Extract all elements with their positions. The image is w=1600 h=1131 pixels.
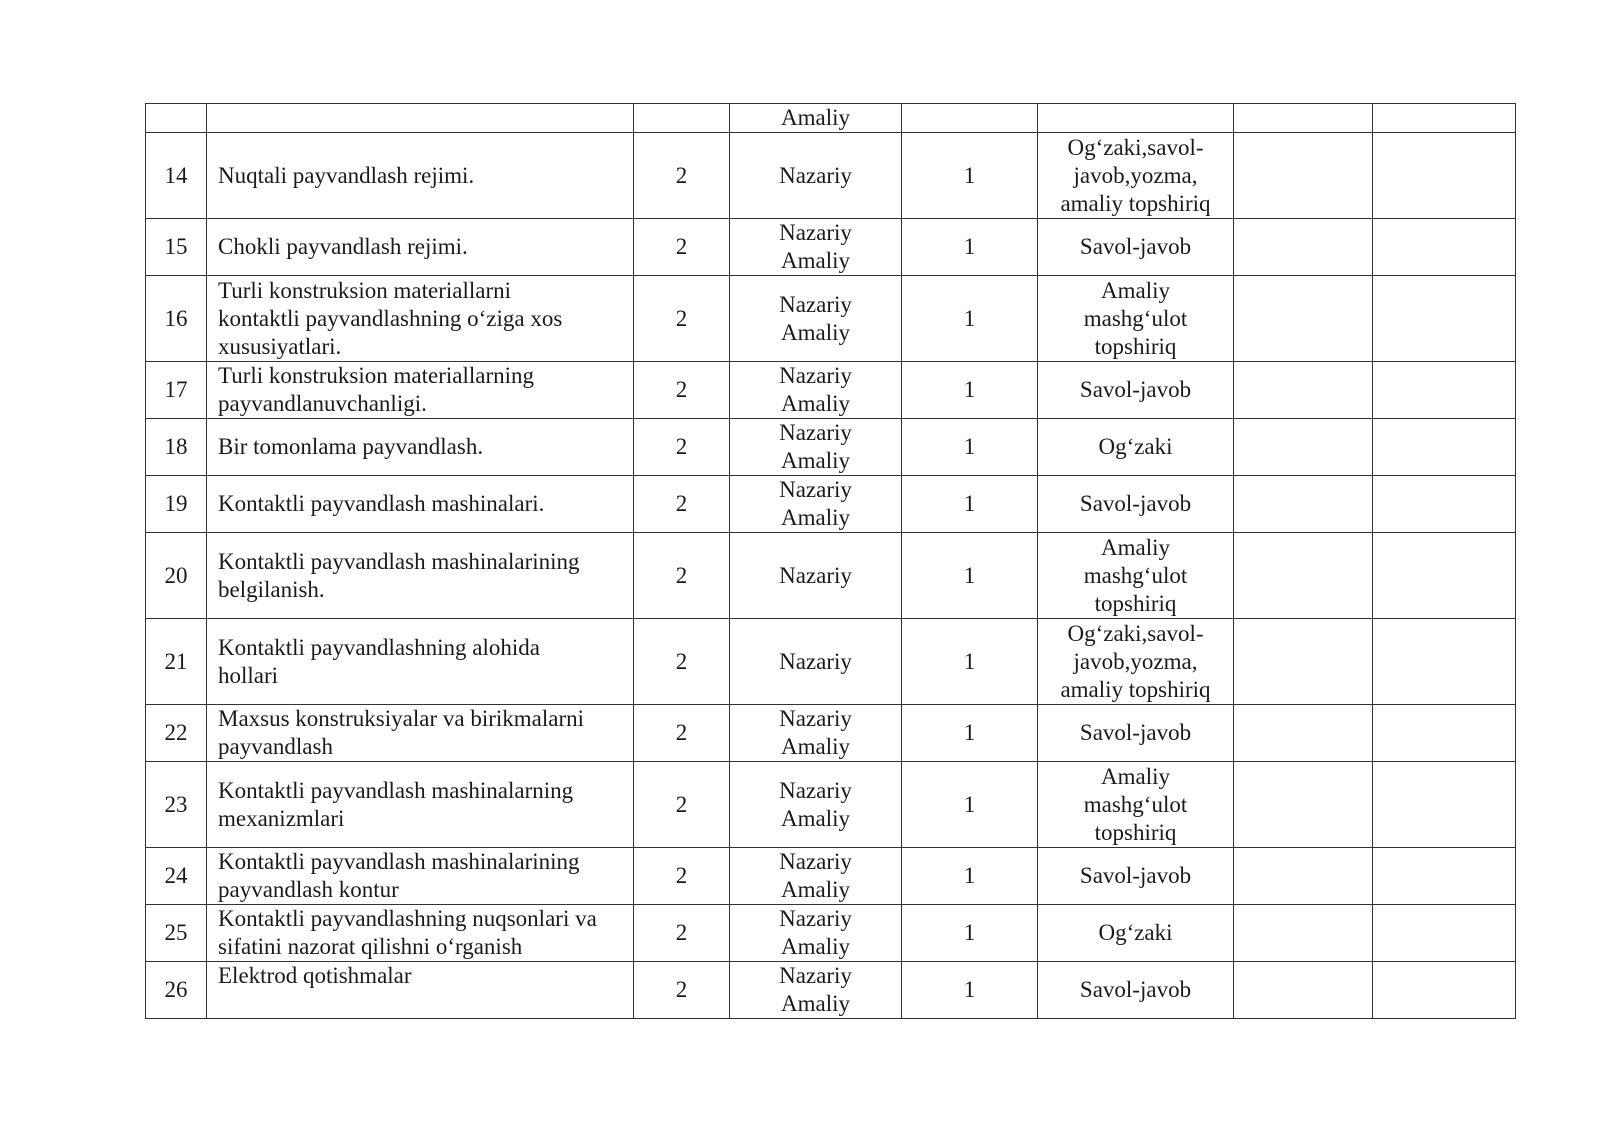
topic-line: kontaktli payvandlashning o‘ziga xos	[218, 305, 563, 331]
cell-topic	[207, 762, 634, 848]
assessment-line: mashg‘ulot	[1083, 305, 1188, 331]
table-row	[146, 219, 1516, 276]
topic-line: payvandlash kontur	[218, 877, 399, 902]
cell-assessment	[1038, 533, 1234, 619]
type-line: Amaliy	[781, 877, 850, 902]
topic-line: Elektrod qotishmalar	[218, 963, 412, 988]
cell-assessment	[1038, 104, 1234, 133]
cell-type	[730, 104, 902, 133]
cell-topic	[207, 362, 634, 419]
assessment-line: Og‘zaki	[1098, 920, 1173, 945]
assessment-line: Amaliy	[1101, 277, 1170, 303]
cell-empty-1	[1234, 419, 1373, 476]
cell-hours: 2	[634, 962, 730, 1019]
cell-type	[730, 276, 902, 362]
topic-line: Nuqtali payvandlash rejimi.	[218, 162, 475, 188]
table-row	[146, 133, 1516, 219]
cell-credit: 1	[902, 276, 1038, 362]
table-body	[146, 104, 1516, 1019]
cell-empty-2	[1373, 705, 1516, 762]
cell-empty-1	[1234, 848, 1373, 905]
cell-topic	[207, 276, 634, 362]
assessment-line: mashg‘ulot	[1083, 562, 1188, 588]
cell-credit: 1	[902, 533, 1038, 619]
type-line: Nazariy	[779, 963, 852, 988]
cell-assessment	[1038, 705, 1234, 762]
cell-type	[730, 905, 902, 962]
table-row	[146, 962, 1516, 1019]
cell-hours: 2	[634, 476, 730, 533]
cell-num: 21	[146, 619, 207, 705]
type-line: Nazariy	[779, 777, 852, 803]
topic-line: hollari	[218, 662, 279, 688]
table-row-continued	[146, 104, 1516, 133]
cell-num: 22	[146, 705, 207, 762]
type-line: Nazariy	[779, 706, 852, 731]
topic-line: xususiyatlari.	[218, 333, 342, 359]
assessment-line: topshiriq	[1094, 590, 1177, 616]
cell-hours	[634, 104, 730, 133]
cell-empty-1	[1234, 362, 1373, 419]
cell-type	[730, 705, 902, 762]
cell-hours: 2	[634, 219, 730, 276]
type-line: Nazariy	[779, 562, 852, 588]
cell-empty-2	[1373, 619, 1516, 705]
type-line: Nazariy	[779, 648, 852, 674]
cell-num: 20	[146, 533, 207, 619]
cell-credit: 1	[902, 476, 1038, 533]
cell-assessment	[1038, 848, 1234, 905]
cell-credit: 1	[902, 848, 1038, 905]
cell-assessment	[1038, 133, 1234, 219]
assessment-line: mashg‘ulot	[1083, 791, 1188, 817]
cell-num: 17	[146, 362, 207, 419]
type-line: Nazariy	[779, 220, 852, 245]
table-row	[146, 848, 1516, 905]
assessment-line: Savol-javob	[1079, 720, 1192, 745]
cell-assessment	[1038, 762, 1234, 848]
assessment-line: amaliy topshiriq	[1060, 190, 1211, 216]
cell-hours: 2	[634, 619, 730, 705]
curriculum-table	[145, 103, 1516, 1019]
type-line: Amaliy	[781, 734, 850, 759]
type-line: Nazariy	[779, 420, 852, 445]
cell-credit: 1	[902, 762, 1038, 848]
cell-credit: 1	[902, 133, 1038, 219]
cell-empty-2	[1373, 962, 1516, 1019]
cell-type	[730, 533, 902, 619]
assessment-line: Savol-javob	[1079, 977, 1192, 1002]
cell-empty-1	[1234, 962, 1373, 1019]
cell-hours: 2	[634, 533, 730, 619]
table-row	[146, 362, 1516, 419]
cell-assessment	[1038, 619, 1234, 705]
cell-num: 15	[146, 219, 207, 276]
cell-hours: 2	[634, 848, 730, 905]
cell-empty-1	[1234, 219, 1373, 276]
topic-line: payvandlanuvchanligi.	[218, 391, 427, 416]
cell-type	[730, 133, 902, 219]
cell-hours: 2	[634, 762, 730, 848]
assessment-line: amaliy topshiriq	[1060, 676, 1211, 702]
topic-line: mexanizmlari	[218, 805, 345, 831]
cell-topic	[207, 419, 634, 476]
assessment-line: Amaliy	[1101, 534, 1170, 560]
cell-credit: 1	[902, 219, 1038, 276]
cell-topic	[207, 476, 634, 533]
cell-empty-1	[1234, 905, 1373, 962]
cell-topic	[207, 619, 634, 705]
type-line: Nazariy	[779, 477, 852, 502]
table-row	[146, 705, 1516, 762]
topic-line: Chokli payvandlash rejimi.	[218, 234, 468, 259]
cell-empty-1	[1234, 104, 1373, 133]
cell-topic	[207, 848, 634, 905]
assessment-line: javob,yozma,	[1073, 162, 1198, 188]
type-line: Nazariy	[779, 291, 852, 317]
cell-topic	[207, 104, 634, 133]
type-line: Nazariy	[779, 162, 852, 188]
cell-empty-1	[1234, 762, 1373, 848]
cell-empty-1	[1234, 533, 1373, 619]
assessment-line: Og‘zaki	[1098, 434, 1173, 459]
cell-empty-1	[1234, 705, 1373, 762]
cell-assessment	[1038, 905, 1234, 962]
cell-hours: 2	[634, 276, 730, 362]
cell-type	[730, 419, 902, 476]
topic-line: belgilanish.	[218, 576, 325, 602]
cell-empty-1	[1234, 133, 1373, 219]
topic-line: sifatini nazorat qilishni o‘rganish	[218, 934, 523, 959]
cell-num: 24	[146, 848, 207, 905]
cell-hours: 2	[634, 133, 730, 219]
topic-line: Turli konstruksion materiallarni	[218, 277, 512, 303]
cell-type	[730, 962, 902, 1019]
table-row	[146, 905, 1516, 962]
type-line: Amaliy	[781, 105, 850, 130]
cell-credit	[902, 104, 1038, 133]
cell-type	[730, 476, 902, 533]
assessment-line: topshiriq	[1094, 333, 1177, 359]
topic-line: Kontaktli payvandlashning nuqsonlari va	[218, 906, 597, 931]
table-row	[146, 476, 1516, 533]
cell-empty-2	[1373, 905, 1516, 962]
cell-hours: 2	[634, 705, 730, 762]
cell-empty-2	[1373, 419, 1516, 476]
type-line: Amaliy	[781, 934, 850, 959]
cell-credit: 1	[902, 619, 1038, 705]
type-line: Amaliy	[781, 805, 850, 831]
cell-assessment	[1038, 219, 1234, 276]
cell-topic	[207, 219, 634, 276]
topic-line: Kontaktli payvandlash mashinalarining	[218, 849, 580, 874]
type-line: Amaliy	[781, 248, 850, 273]
type-line: Nazariy	[779, 363, 852, 388]
cell-assessment	[1038, 419, 1234, 476]
assessment-line: javob,yozma,	[1073, 648, 1198, 674]
table-row	[146, 276, 1516, 362]
cell-type	[730, 219, 902, 276]
cell-empty-2	[1373, 476, 1516, 533]
cell-empty-2	[1373, 219, 1516, 276]
type-line: Amaliy	[781, 991, 850, 1016]
cell-topic	[207, 962, 634, 1019]
cell-assessment	[1038, 276, 1234, 362]
assessment-line: topshiriq	[1094, 819, 1177, 845]
cell-credit: 1	[902, 419, 1038, 476]
cell-num	[146, 104, 207, 133]
cell-hours: 2	[634, 419, 730, 476]
cell-hours: 2	[634, 905, 730, 962]
topic-line: Maxsus konstruksiyalar va birikmalarni	[218, 706, 585, 731]
cell-topic	[207, 905, 634, 962]
cell-type	[730, 619, 902, 705]
type-line: Amaliy	[781, 448, 850, 473]
topic-line: Kontaktli payvandlash mashinalari.	[218, 491, 545, 516]
cell-num: 26	[146, 962, 207, 1019]
cell-credit: 1	[902, 962, 1038, 1019]
topic-line: Bir tomonlama payvandlash.	[218, 434, 484, 459]
cell-assessment	[1038, 476, 1234, 533]
cell-type	[730, 762, 902, 848]
cell-empty-2	[1373, 533, 1516, 619]
cell-credit: 1	[902, 362, 1038, 419]
table-row	[146, 619, 1516, 705]
cell-empty-2	[1373, 362, 1516, 419]
cell-num: 18	[146, 419, 207, 476]
type-line: Amaliy	[781, 319, 850, 345]
cell-type	[730, 848, 902, 905]
cell-empty-2	[1373, 276, 1516, 362]
cell-empty-2	[1373, 104, 1516, 133]
cell-topic	[207, 133, 634, 219]
cell-topic	[207, 705, 634, 762]
cell-assessment	[1038, 962, 1234, 1019]
assessment-line: Savol-javob	[1079, 863, 1192, 888]
type-line: Amaliy	[781, 505, 850, 530]
topic-line: Kontaktli payvandlash mashinalarining	[218, 548, 580, 574]
cell-empty-1	[1234, 276, 1373, 362]
cell-type	[730, 362, 902, 419]
topic-line: payvandlash	[218, 734, 333, 759]
cell-empty-2	[1373, 762, 1516, 848]
cell-credit: 1	[902, 705, 1038, 762]
cell-credit: 1	[902, 905, 1038, 962]
cell-empty-1	[1234, 619, 1373, 705]
cell-assessment	[1038, 362, 1234, 419]
type-line: Nazariy	[779, 906, 852, 931]
type-line: Amaliy	[781, 391, 850, 416]
cell-empty-2	[1373, 133, 1516, 219]
assessment-line: Savol-javob	[1079, 377, 1192, 402]
type-line: Nazariy	[779, 849, 852, 874]
cell-num: 23	[146, 762, 207, 848]
table-row	[146, 419, 1516, 476]
cell-empty-2	[1373, 848, 1516, 905]
assessment-line: Savol-javob	[1079, 234, 1192, 259]
topic-line: Kontaktli payvandlashning alohida	[218, 634, 540, 660]
assessment-line: Amaliy	[1101, 763, 1170, 789]
cell-num: 19	[146, 476, 207, 533]
cell-num: 16	[146, 276, 207, 362]
topic-line: Turli konstruksion materiallarning	[218, 363, 535, 388]
cell-num: 25	[146, 905, 207, 962]
cell-hours: 2	[634, 362, 730, 419]
table-row	[146, 533, 1516, 619]
topic-line: Kontaktli payvandlash mashinalarning	[218, 777, 574, 803]
cell-topic	[207, 533, 634, 619]
assessment-line: Og‘zaki,savol-	[1067, 134, 1204, 160]
assessment-line: Og‘zaki,savol-	[1067, 620, 1204, 646]
assessment-line: Savol-javob	[1079, 491, 1192, 516]
cell-num: 14	[146, 133, 207, 219]
table-row	[146, 762, 1516, 848]
cell-empty-1	[1234, 476, 1373, 533]
